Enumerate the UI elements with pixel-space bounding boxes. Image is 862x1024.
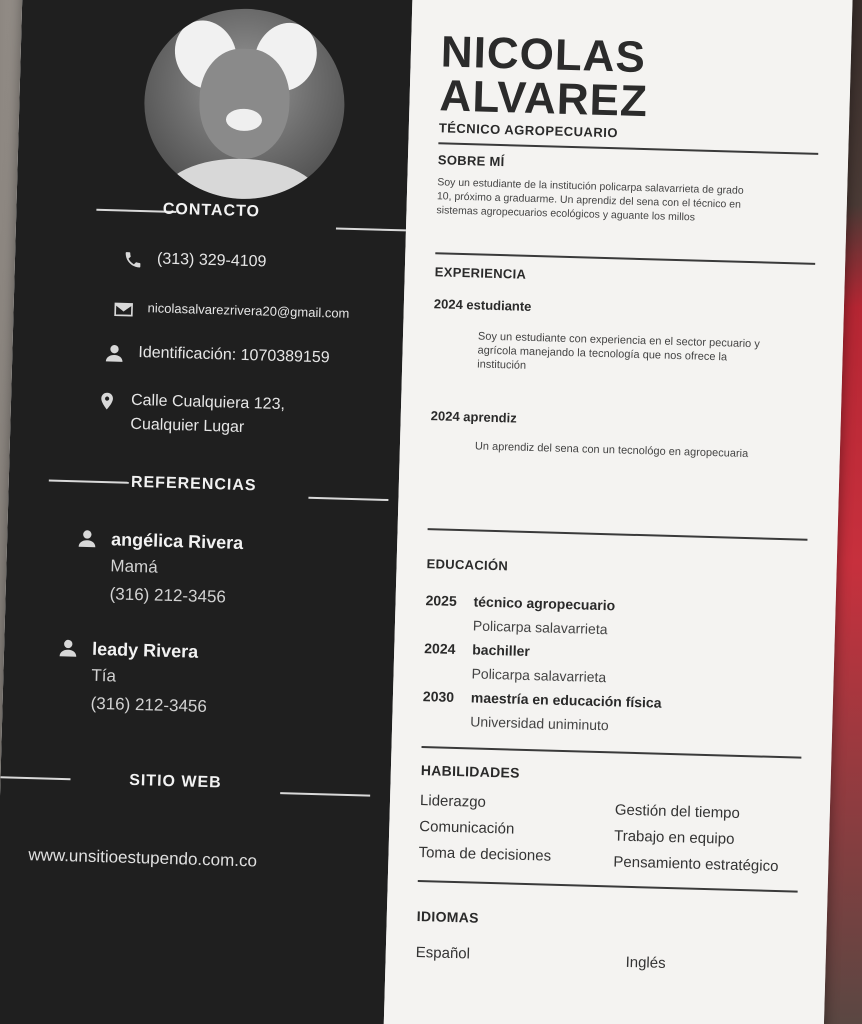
languages-heading: IDIOMAS	[416, 907, 480, 926]
person-icon	[77, 528, 98, 549]
education-degree: técnico agropecuario	[473, 593, 616, 614]
resume-main	[383, 0, 853, 1024]
education-item	[424, 640, 530, 659]
photo-face	[198, 48, 291, 160]
skill-item: Comunicación	[419, 818, 515, 838]
experience-rule	[428, 528, 808, 540]
education-year: 2024	[424, 640, 456, 657]
person-icon	[104, 343, 125, 364]
education-year: 2030	[422, 688, 455, 705]
address-line-1: Calle Cualquiera 123,	[130, 391, 286, 414]
contact-rule-right	[336, 227, 406, 231]
reference-item	[75, 528, 243, 608]
about-rule	[435, 252, 815, 264]
reference-phone: (316) 212-3456	[109, 584, 227, 607]
experience-desc: Soy un estudiante con experiencia en el sector pecuario y agrícola manejando la tecnología que nos ofrece la institución	[477, 330, 760, 372]
education-rule	[422, 746, 802, 758]
education-degree: maestría en educación física	[470, 689, 662, 711]
last-name: ALVAREZ	[439, 71, 649, 127]
education-item	[425, 592, 615, 613]
experience-title: 2024 estudiante	[433, 296, 532, 314]
references-heading: REFERENCIAS	[130, 473, 257, 495]
reference-name: leady Rivera	[91, 638, 199, 662]
experience-desc: Un aprendiz del sena con un tecnológo en agropecuaria	[474, 440, 749, 461]
email-address: nicolasalvarezrivera20@gmail.com	[147, 300, 350, 321]
profile-photo	[142, 6, 347, 202]
skills-rule	[418, 880, 798, 892]
title-rule	[438, 142, 818, 154]
website-url[interactable]: www.unsitioestupendo.com.co	[28, 845, 258, 871]
education-heading: EDUCACIÓN	[426, 556, 509, 574]
reference-relation: Mamá	[110, 556, 158, 577]
website-heading: SITIO WEB	[128, 771, 222, 792]
skills-heading: HABILIDADES	[420, 762, 521, 781]
education-item	[423, 688, 662, 711]
reference-relation: Tía	[91, 665, 117, 686]
skill-item: Liderazgo	[419, 792, 487, 811]
phone-icon	[123, 250, 144, 271]
education-institution: Universidad uniminuto	[470, 713, 609, 734]
phone-number: (313) 329-4109	[156, 250, 267, 271]
identification: Identificación: 1070389159	[138, 343, 330, 367]
contact-heading: CONTACTO	[162, 200, 261, 221]
resume-sidebar	[0, 0, 413, 1024]
location-pin-icon	[97, 391, 118, 412]
education-degree: bachiller	[472, 641, 531, 660]
about-heading: SOBRE MÍ	[437, 152, 505, 170]
reference-name: angélica Rivera	[110, 529, 244, 553]
experience-heading: EXPERIENCIA	[434, 264, 527, 282]
skill-item: Gestión del tiempo	[614, 801, 741, 822]
education-year: 2025	[425, 592, 457, 609]
first-name: NICOLAS	[440, 27, 647, 83]
photo-shirt	[161, 157, 323, 202]
contact-id	[104, 343, 330, 369]
contact-phone	[123, 250, 267, 274]
contact-address	[96, 391, 285, 438]
skill-item: Pensamiento estratégico	[613, 853, 779, 876]
language-item: Español	[415, 943, 471, 963]
contact-email	[113, 299, 349, 326]
language-item: Inglés	[625, 953, 666, 972]
person-icon	[58, 638, 79, 659]
education-institution: Policarpa salavarrieta	[472, 617, 608, 638]
about-text: Soy un estudiante de la institución policarpa salavarrieta de grado 10, próximo a graduarme. Un aprendiz del sena con el técnico en sistemas agropecuarios ecológicos y aguante los millos	[436, 176, 744, 224]
skill-item: Trabajo en equipo	[613, 827, 735, 848]
reference-phone: (316) 212-3456	[90, 693, 208, 717]
mail-icon	[113, 299, 134, 320]
job-title: TÉCNICO AGROPECUARIO	[438, 120, 619, 141]
education-institution: Policarpa salavarrieta	[471, 665, 607, 686]
experience-title: 2024 aprendiz	[430, 408, 517, 426]
full-name	[439, 27, 650, 127]
address-line-2: Cualquier Lugar	[130, 415, 245, 436]
skill-item: Toma de decisiones	[418, 844, 552, 865]
reference-item	[56, 638, 208, 717]
